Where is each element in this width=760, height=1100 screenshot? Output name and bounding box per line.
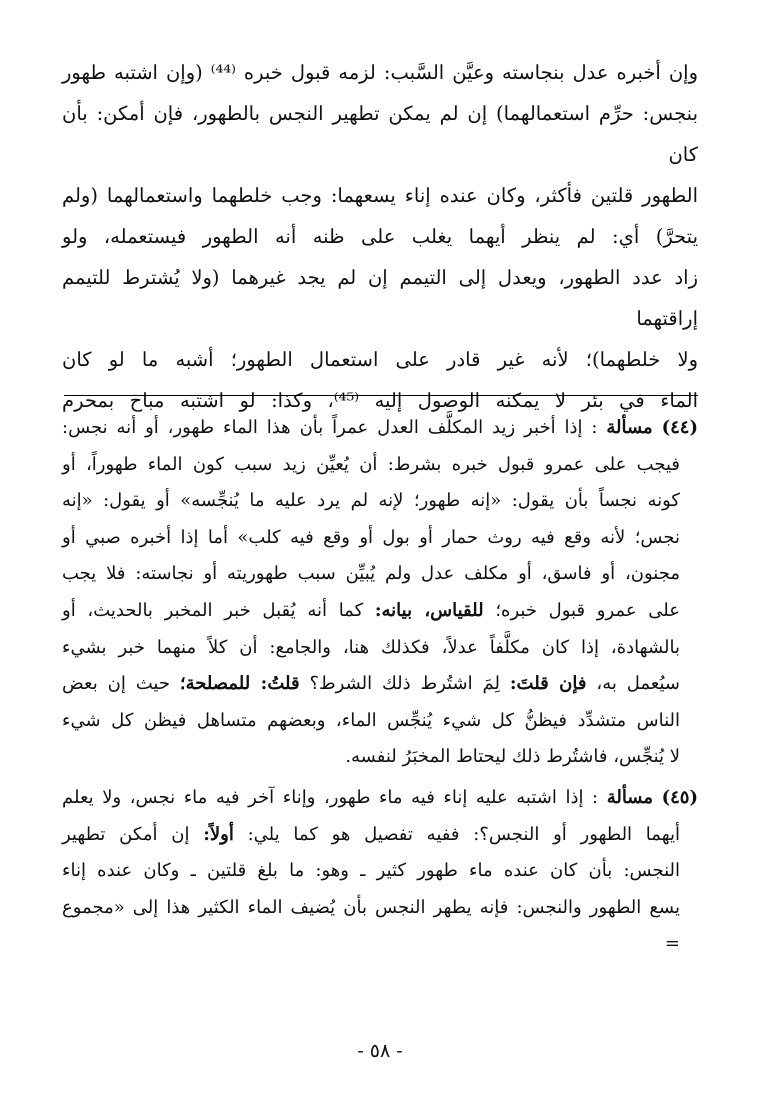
footnote-45-line-2-c: إن أمكن تطهير: [62, 823, 190, 845]
footnote-44-line-8-bold-2: قلتُ: للمصلحة؛: [179, 673, 300, 695]
footnote-44-line-9: الناس متشدِّد فيظنُّ كل شيء يُنجِّس الماء، وبعضهم متساهل فيظن كل شيء: [62, 709, 680, 731]
footnote-45-line-2-bold: أولاً:: [203, 823, 234, 845]
footnote-45-line-3: النجس: بأن كان عنده ماء طهور كثير ـ وهو: ما بلغ قلتين ـ وكان عنده إناء: [62, 860, 680, 882]
footnote-44-line-8-e: حيث إن بعض: [62, 673, 170, 695]
footnote-45-label: مسألة: [606, 786, 654, 808]
main-line-3: الطهور قلتين فأكثر، وكان عنده إناء يسعهما: وجب خلطهما واستعمالهما (ولم: [62, 184, 698, 207]
footnote-45-line-4: يسع الطهور والنجس: فإنه يطهر النجس بأن يُضيف الماء الكثير هذا إلى «مجموع: [62, 896, 680, 918]
main-line-2: بنجس: حرِّم استعمالهما) إن لم يمكن تطهير النجس بالطهور، فإن أمكن: بأن كان: [62, 102, 698, 166]
footnote-45-continuation-mark: =: [664, 933, 680, 955]
footnote-44: [62, 410, 698, 776]
footnote-44-line-8: [62, 666, 698, 703]
main-text: [62, 52, 698, 421]
main-line-6: ولا خلطهما)؛ لأنه غير قادر على استعمال الطهور؛ أشبه ما لو كان: [62, 348, 698, 371]
footnotes: [62, 410, 698, 967]
footnote-45-line-1: : إذا اشتبه عليه إناء فيه ماء طهور، وإناء آخر فيه ماء نجس، ولا يعلم: [62, 786, 599, 808]
footnote-44-line-4: نجس؛ لأنه وقع فيه روث حمار أو بول أو وقع فيه كلب» أما إذا أخبره صبي أو: [62, 526, 680, 548]
footnote-44-line-6-bold: للقياس، بيانه:: [374, 599, 484, 621]
footnote-45: [62, 780, 698, 963]
footnote-44-line-6: [62, 593, 698, 630]
main-line-7: الماء في بئر لا يمكنه الوصول إليه ⁽⁴⁵⁾، وكذا: لو اشتبه مباح بمحرم: [62, 389, 698, 412]
footnote-44-line-5: مجنون، أو فاسق، أو مكلف عدل ولم يُبيِّن سبب طهوريته أو نجاسته: فلا يجب: [62, 563, 680, 585]
footnote-44-line-6-a: على عمرو قبول خبره؛: [495, 599, 680, 621]
footnote-44-line-7: بالشهادة، إذا كان مكلَّفاً عدلاً، فكذلك هنا، والجامع: أن كلاً منهما خبر بشيء: [62, 636, 680, 658]
footnote-45-number: (٤٥): [661, 786, 698, 808]
main-line-4: يتحرَّ) أي: لم ينظر أيهما يغلب على ظنه أنه الطهور فيستعمله، ولو: [62, 225, 698, 248]
footnote-divider: [64, 395, 698, 396]
footnote-44-line-3: كونه نجساً بأن يقول: «إنه طهور؛ لإنه لم يرد عليه ما يُنجِّسه» أو يقول: «إنه: [62, 490, 680, 512]
footnote-44-line-8-c: لِمَ اشتُرط ذلك الشرط؟: [309, 673, 500, 695]
footnote-44-line-8-bold-1: فإن قلتَ:: [509, 673, 587, 695]
footnote-44-line-2: فيجب على عمرو قبول خبره بشرط: أن يُعيِّن زيد سبب كون الماء طهوراً، أو: [62, 453, 680, 475]
footnote-44-line-8-a: سيُعمل به،: [596, 673, 680, 695]
footnote-45-line-2-a: أيهما الطهور أو النجس؟: ففيه تفصيل هو كما يلي:: [247, 823, 680, 845]
footnote-44-number: (٤٤): [661, 417, 698, 438]
page-number: - ٥٨ -: [357, 1040, 403, 1062]
footnote-45-line-2: [62, 817, 698, 854]
main-line-5: زاد عدد الطهور، ويعدل إلى التيمم إن لم يجد غيرهما (ولا يُشترط للتيمم إراقتهما: [62, 266, 698, 330]
main-line-1: وإن أخبره عدل بنجاسته وعيَّن السَّبب: لزمه قبول خبره ⁽⁴⁴⁾ (وإن اشتبه طهور: [62, 61, 698, 84]
footnote-44-line-6-c: كما أنه يُقبل خبر المخبر بالحديث، أو: [62, 599, 364, 621]
footnote-44-line-10: لا يُنجِّس، فاشتُرط ذلك ليحتاط المخبَرُ لنفسه.: [345, 746, 680, 768]
footnote-44-line-1: : إذا أخبر زيد المكلَّف العدل عمراً بأن هذا الماء طهور، أو أنه نجس:: [62, 417, 598, 438]
footnote-44-label: مسألة: [606, 417, 653, 438]
